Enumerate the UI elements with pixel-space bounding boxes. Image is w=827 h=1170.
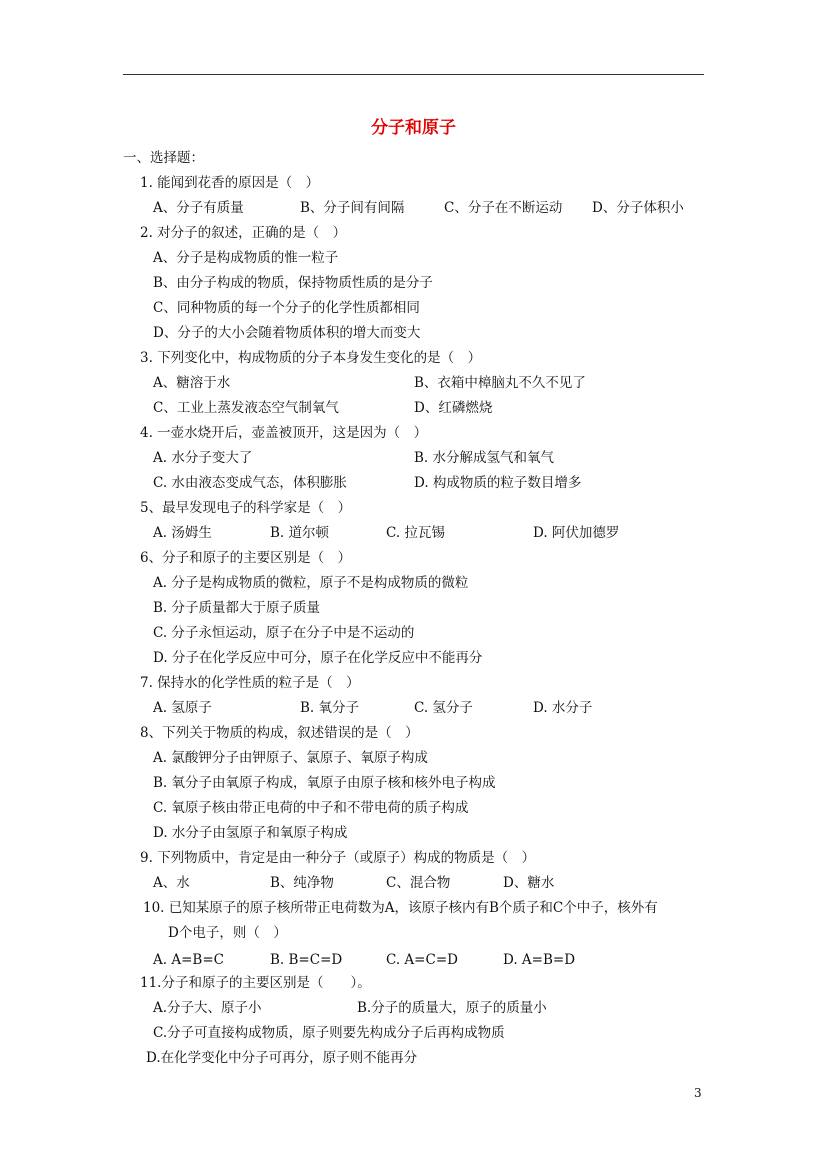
option: A、分子有质量 [153,200,244,216]
option: B. 道尔顿 [270,525,330,541]
question-stem: 8、下列关于物质的构成，叙述错误的是（ ） [140,725,419,741]
option: B. 分子质量都大于原子质量 [153,600,321,616]
question-stem: 9. 下列物质中，肯定是由一种分子（或原子）构成的物质是（ ） [140,850,536,866]
option: B. 氧分子由氧原子构成，氧原子由原子核和核外电子构成 [153,775,496,791]
option: C. 拉瓦锡 [386,525,445,541]
option: A、分子是构成物质的惟一粒子 [153,250,339,266]
option: B.分子的质量大，原子的质量小 [357,1000,547,1016]
option: C.分子可直接构成物质，原子则要先构成分子后再构成物质 [153,1025,505,1041]
question-stem: 10. 已知某原子的原子核所带正电荷数为A，该原子核内有B个质子和C个中子，核外有 [143,900,658,916]
option: C. A=C=D [386,952,458,968]
question-stem: 7. 保持水的化学性质的粒子是（ ） [140,675,360,691]
option: D. 水分子由氢原子和氧原子构成 [153,825,348,841]
section-heading: 一、选择题： [123,150,204,166]
option: D. A=B=D [503,952,576,968]
header-rule [123,74,704,75]
option: C、同种物质的每一个分子的化学性质都相同 [153,300,420,316]
option: B. 水分解成氢气和氧气 [414,450,555,466]
question-stem: 1. 能闻到花香的原因是（ ） [140,175,320,191]
option: C. 水由液态变成气态，体积膨胀 [153,475,347,491]
option: B、分子间有间隔 [300,200,405,216]
option: C. 氢分子 [414,700,473,716]
option: D、红磷燃烧 [414,400,493,416]
option: D. 分子在化学反应中可分，原子在化学反应中不能再分 [153,650,483,666]
option: C、工业上蒸发液态空气制氧气 [153,400,339,416]
option: C. 分子永恒运动，原子在分子中是不运动的 [153,625,415,641]
option: A.分子大、原子小 [153,1000,262,1016]
question-stem: 4. 一壶水烧开后，壶盖被顶开，这是因为（ ） [140,425,428,441]
option: C、混合物 [386,875,451,891]
question-stem: 11.分子和原子的主要区别是（ ）。 [140,975,371,991]
option: B. B=C=D [270,952,343,968]
option: D、糖水 [503,875,555,891]
option: A. A=B=C [153,952,224,968]
option: A. 汤姆生 [153,525,212,541]
page-title: 分子和原子 [371,118,456,138]
question-stem: 2. 对分子的叙述，正确的是（ ） [140,225,347,241]
option: B、衣箱中樟脑丸不久不见了 [414,375,586,391]
question-stem: 5、最早发现电子的科学家是（ ） [140,500,352,516]
option: D. 阿伏加德罗 [533,525,620,541]
option: C、分子在不断运动 [444,200,563,216]
option: B、纯净物 [270,875,334,891]
option: D、分子体积小 [592,200,684,216]
option: B、由分子构成的物质，保持物质性质的是分子 [153,275,433,291]
option: A、水 [153,875,190,891]
option: D. 构成物质的粒子数目增多 [414,475,582,491]
question-stem: 6、分子和原子的主要区别是（ ） [140,550,352,566]
option: D.在化学变化中分子可再分，原子则不能再分 [146,1050,418,1066]
option: D. 水分子 [533,700,593,716]
question-stem-continued: D个电子，则（ ） [168,925,287,941]
option: A. 氢原子 [153,700,212,716]
option: C. 氧原子核由带正电荷的中子和不带电荷的质子构成 [153,800,469,816]
option: A. 氯酸钾分子由钾原子、氯原子、氧原子构成 [153,750,428,766]
option: A. 水分子变大了 [153,450,253,466]
page-number: 3 [694,1086,702,1100]
option: A、糖溶于水 [153,375,231,391]
option: B. 氧分子 [300,700,360,716]
question-stem: 3. 下列变化中，构成物质的分子本身发生变化的是（ ） [140,350,482,366]
option: A. 分子是构成物质的微粒，原子不是构成物质的微粒 [153,575,469,591]
option: D、分子的大小会随着物质体积的增大而变大 [153,325,421,341]
